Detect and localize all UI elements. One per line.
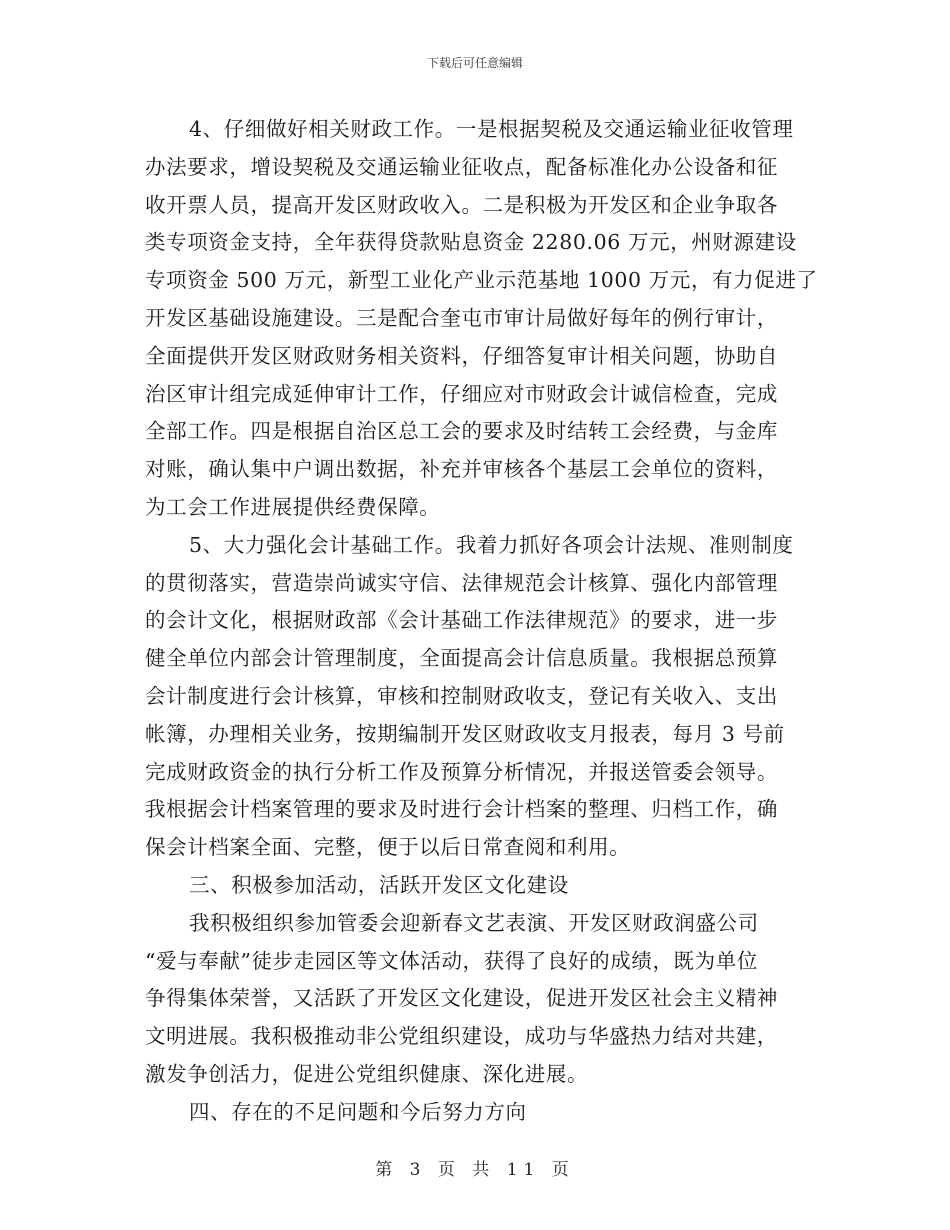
text-line: 三、积极参加活动，活跃开发区文化建设 (189, 872, 569, 897)
text-line: 专项资金 500 万元，新型工业化产业示范基地 1000 万元，有力促进了 (145, 268, 818, 293)
text-line: 会计制度进行会计核算，审核和控制财政收支，登记有关收入、支出 (145, 683, 778, 708)
text-line: 帐簿，办理相关业务，按期编制开发区财政收支月报表，每月 3 号前 (145, 721, 785, 746)
text-line: 全面提供开发区财政财务相关资料，仔细答复审计相关问题，协助自 (145, 343, 778, 368)
page-header: 下载后可任意编辑 (426, 56, 523, 70)
document-body (145, 111, 818, 1132)
text-line: 类专项资金支持，全年获得贷款贴息资金 2280.06 万元，州财源建设 (145, 230, 797, 255)
text-line: “爱与奉献”徒步走园区等文体活动，获得了良好的成绩，既为单位 (145, 948, 758, 973)
text-line: 完成财政资金的执行分析工作及预算分析情况，并报送管委会领导。 (145, 759, 778, 784)
text-line: 治区审计组完成延伸审计工作，仔细应对市财政会计诚信检查，完成 (145, 381, 778, 406)
text-line: 我根据会计档案管理的要求及时进行会计档案的整理、归档工作，确 (145, 797, 778, 822)
text-line: 5、大力强化会计基础工作。我着力抓好各项会计法规、准则制度 (189, 532, 794, 557)
text-line: 保会计档案全面、完整，便于以后日常查阅和利用。 (145, 835, 631, 860)
text-line: 我积极组织参加管委会迎新春文艺表演、开发区财政润盛公司 (189, 910, 759, 935)
text-line: 开发区基础设施建设。三是配合奎屯市审计局做好每年的例行审计， (145, 305, 778, 330)
text-line: 文明进展。我积极推动非公党组织建设，成功与华盛热力结对共建， (145, 1024, 778, 1049)
text-line: 为工会工作进展提供经费保障。 (145, 494, 441, 519)
text-line: 对账，确认集中户调出数据，补充并审核各个基层工会单位的资料， (145, 457, 778, 482)
text-line: 的贯彻落实，营造崇尚诚实守信、法律规范会计核算、强化内部管理 (145, 570, 778, 595)
text-line: 办法要求，增设契税及交通运输业征收点，配备标准化办公设备和征 (145, 154, 778, 179)
text-line: 争得集体荣誉，又活跃了开发区文化建设，促进开发区社会主义精神 (145, 986, 778, 1011)
text-line: 健全单位内部会计管理制度，全面提高会计信息质量。我根据总预算 (145, 646, 778, 671)
page-footer: 第 3 页 共 11 页 (375, 1160, 575, 1180)
text-line: 4、仔细做好相关财政工作。一是根据契税及交通运输业征收管理 (189, 117, 794, 141)
text-line: 激发争创活力，促进公党组织健康、深化进展。 (145, 1061, 589, 1086)
text-line: 全部工作。四是根据自治区总工会的要求及时结转工会经费，与金库 (145, 419, 778, 444)
text-line: 收开票人员，提高开发区财政收入。二是积极为开发区和企业争取各 (145, 192, 778, 217)
text-line: 的会计文化，根据财政部《会计基础工作法律规范》的要求，进一步 (145, 608, 778, 633)
text-line: 四、存在的不足问题和今后努力方向 (189, 1099, 527, 1124)
